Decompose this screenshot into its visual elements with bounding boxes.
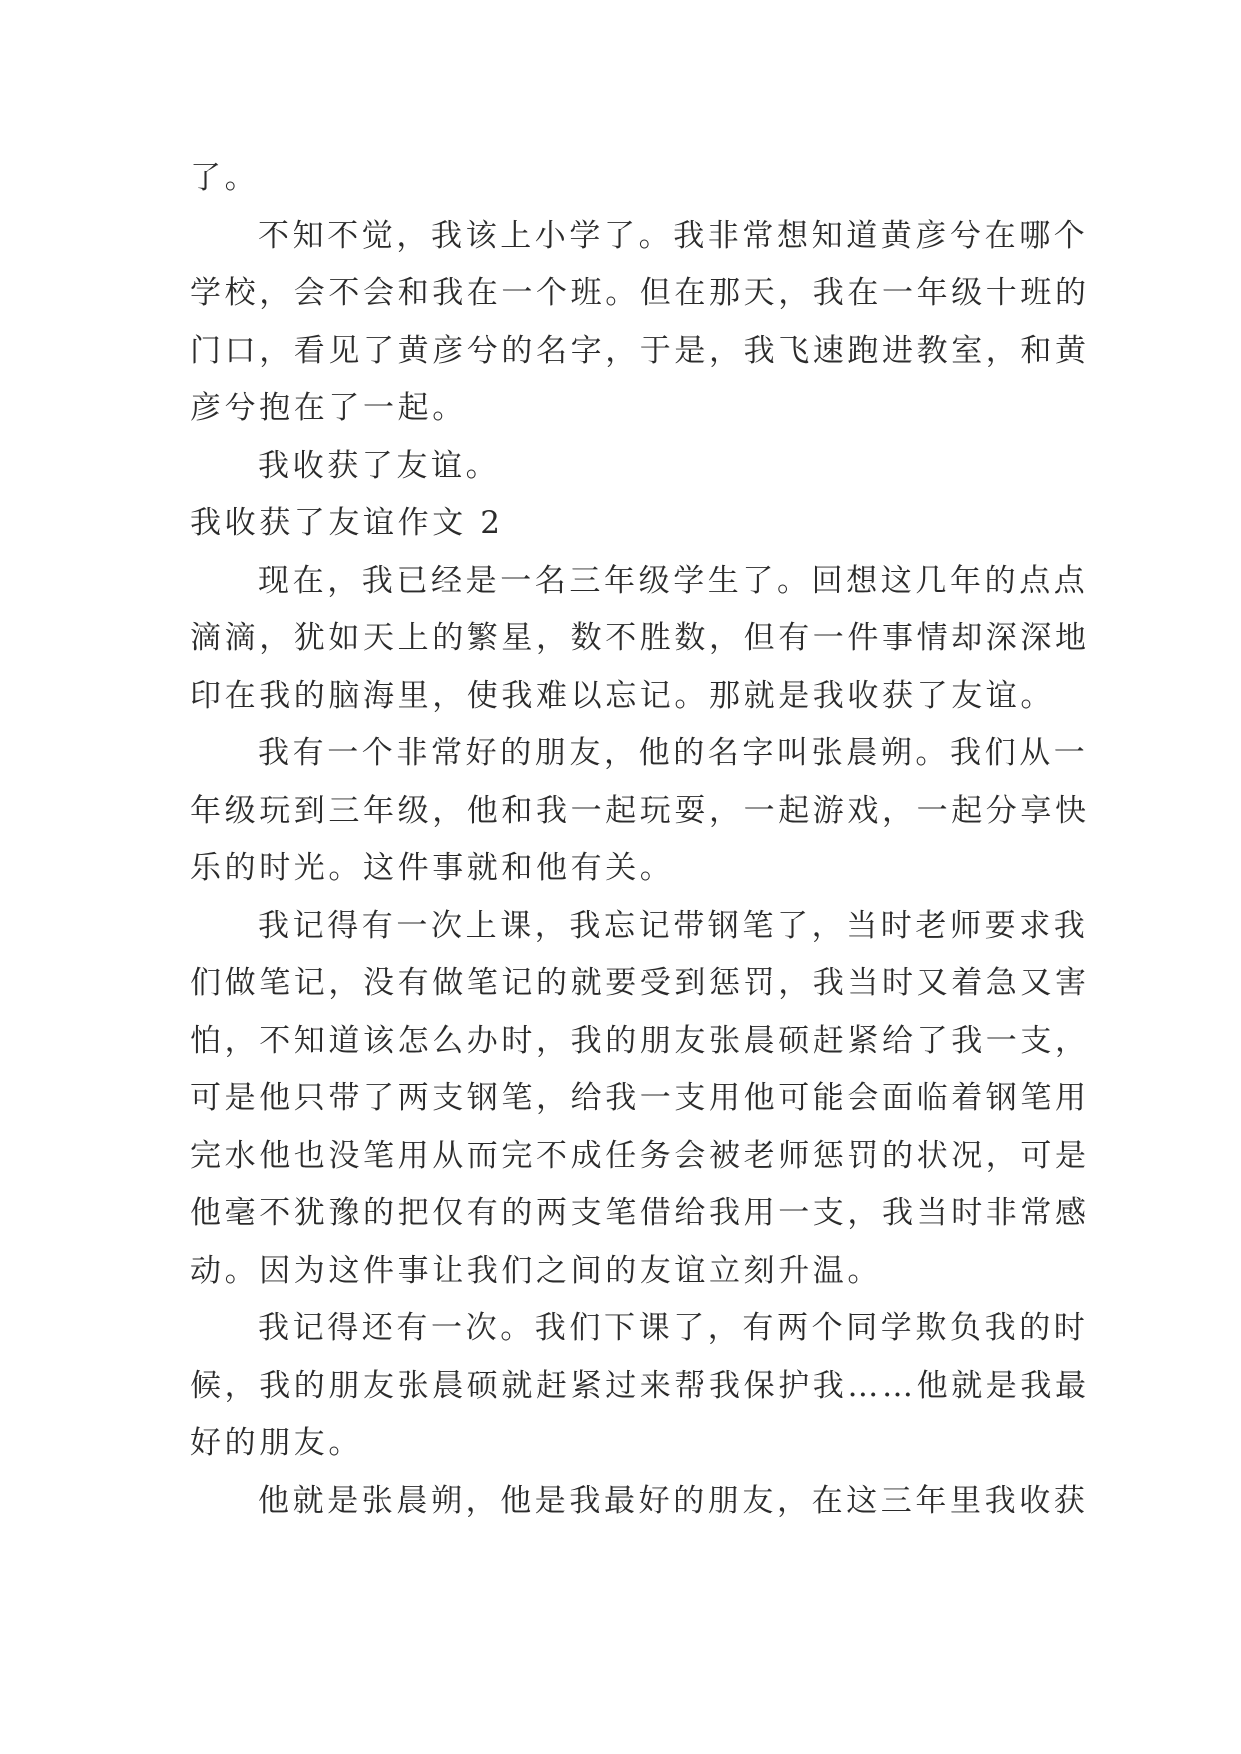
text-line: 候，我的朋友张晨硕就赶紧过来帮我保护我……他就是我最: [190, 1367, 1090, 1404]
document-body: [190, 150, 1090, 1530]
text-line: 现在，我已经是一名三年级学生了。回想这几年的点点: [258, 562, 1089, 599]
text-line: 了。: [190, 160, 260, 196]
text-line: 我收获了友谊。: [258, 447, 501, 484]
section-heading: [190, 495, 1070, 553]
text-line: 门口，看见了黄彦兮的名字，于是，我飞速跑进教室，和黄: [190, 332, 1090, 369]
paragraph-pen-story: [190, 898, 1090, 1301]
text-line: 完水他也没笔用从而完不成任务会被老师惩罚的状况，可是: [190, 1137, 1090, 1174]
paragraph-conclusion: [190, 438, 1070, 496]
heading-text: 我收获了友谊作文 2: [190, 505, 504, 541]
paragraph-continuation: [190, 150, 1070, 208]
text-line: 好的朋友。: [190, 1425, 363, 1461]
text-line: 不知不觉，我该上小学了。我非常想知道黄彦兮在哪个: [258, 217, 1089, 254]
text-line: 他毫不犹豫的把仅有的两支笔借给我用一支，我当时非常感: [190, 1195, 1090, 1231]
text-line: 乐的时光。这件事就和他有关。: [190, 850, 675, 886]
text-line: 他就是张晨朔，他是我最好的朋友，在这三年里我收获: [258, 1482, 1089, 1519]
text-line: 彦兮抱在了一起。: [190, 390, 467, 426]
paragraph-intro: [190, 553, 1090, 726]
text-line: 可是他只带了两支钢笔，给我一支用他可能会面临着钢笔用: [190, 1080, 1090, 1116]
text-line: 我记得还有一次。我们下课了，有两个同学欺负我的时: [258, 1310, 1089, 1346]
text-line: 滴滴，犹如天上的繁星，数不胜数，但有一件事情却深深地: [190, 620, 1090, 656]
text-line: 印在我的脑海里，使我难以忘记。那就是我收获了友谊。: [190, 677, 1055, 714]
paragraph-school: [190, 208, 1090, 438]
text-line: 我记得有一次上课，我忘记带钢笔了，当时老师要求我: [258, 907, 1089, 944]
paragraph-closing: [190, 1473, 1089, 1531]
text-line: 动。因为这件事让我们之间的友谊立刻升温。: [190, 1252, 882, 1289]
text-line: 怕，不知道该怎么办时，我的朋友张晨硕赶紧给了我一支，: [190, 1022, 1090, 1059]
paragraph-friend: [190, 725, 1090, 898]
text-line: 年级玩到三年级，他和我一起玩耍，一起游戏，一起分享快: [190, 792, 1090, 829]
text-line: 我有一个非常好的朋友，他的名字叫张晨朔。我们从一: [258, 735, 1089, 771]
paragraph-protect-story: [190, 1300, 1090, 1473]
text-line: 们做笔记，没有做笔记的就要受到惩罚，我当时又着急又害: [190, 965, 1090, 1001]
text-line: 学校，会不会和我在一个班。但在那天，我在一年级十班的: [190, 275, 1090, 311]
